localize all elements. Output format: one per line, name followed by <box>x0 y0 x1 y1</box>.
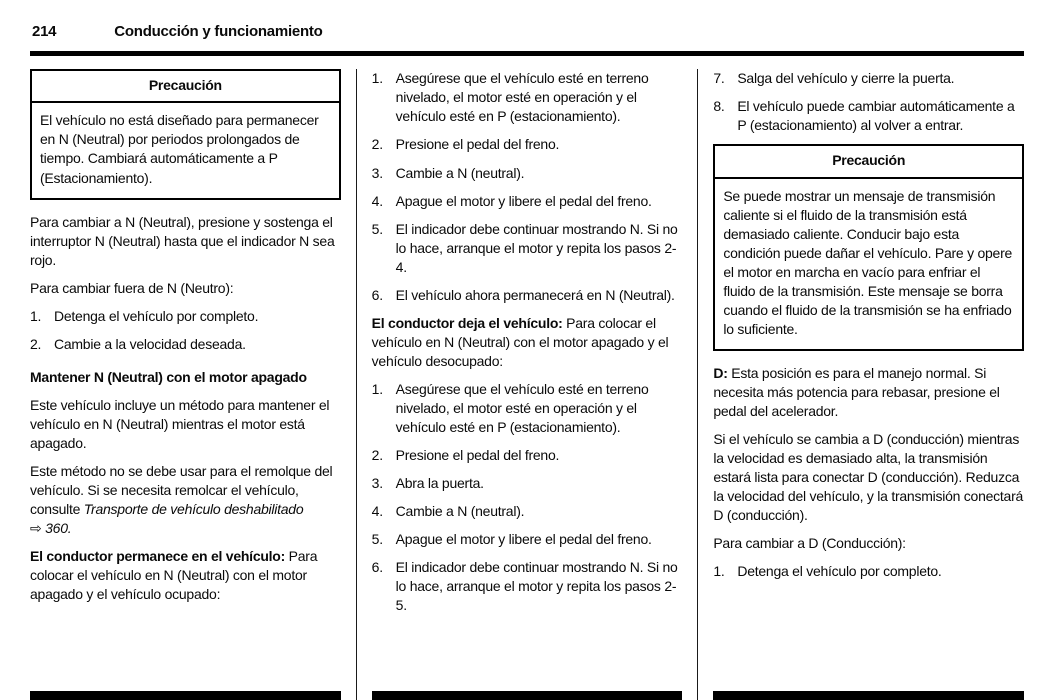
list-item <box>713 97 1024 135</box>
arrow-right-icon: ⇨ <box>30 519 42 536</box>
list-item <box>372 380 683 437</box>
list-item-number: 3. <box>371 474 383 491</box>
list-item-number: 1. <box>371 70 383 87</box>
column-divider <box>697 69 698 700</box>
list-item-number: 7. <box>713 70 725 87</box>
paragraph-drive-position <box>713 364 1024 421</box>
paragraph-text: Para colocar el vehículo en N (Neutral) con el motor apagado y el vehículo desocupado: <box>371 314 669 369</box>
list-item-number: 5. <box>371 530 383 547</box>
caution-box-transmission <box>713 144 1024 350</box>
list-item-text: Salga del vehículo y cierre la puerta. <box>737 70 955 87</box>
paragraph-shift-out-of-n: Para cambiar fuera de N (Neutro): <box>30 279 234 296</box>
list-item <box>30 335 341 354</box>
list-item-number: 1. <box>371 380 383 397</box>
list-item-text: Cambie a N (neutral). <box>395 164 525 181</box>
paragraph-method: Este vehículo incluye un método para mantener el vehículo en N (Neutral) mientras el motor está apagado. <box>30 396 330 451</box>
caution-body: El vehículo no está diseñado para permanecer en N (Neutral) por periodos prolongados de tiempo. Cambiará automáticamente a P (Estacionamiento). <box>40 112 319 186</box>
list-item <box>372 220 683 277</box>
list-item <box>372 192 683 211</box>
paragraph-text: Este método no se debe usar para el remolque del vehículo. Si se necesita remolcar el vehículo, consulte <box>30 462 333 517</box>
paragraph-text: Para colocar el vehículo en N (Neutral) con el motor apagado y el vehículo ocupado: <box>30 547 318 603</box>
list-item <box>372 446 683 465</box>
list-item-text: Abra la puerta. <box>395 474 484 491</box>
list-item-number: 1. <box>30 307 42 324</box>
paragraph-driver-stays <box>30 547 341 604</box>
column-right <box>713 69 1024 700</box>
list-item-number: 6. <box>371 286 383 303</box>
list-item-text: Apague el motor y libere el pedal del freno. <box>395 530 652 547</box>
list-item <box>713 69 1024 88</box>
paragraph-lead: El conductor deja el vehículo: <box>371 314 563 331</box>
list-item <box>372 69 683 126</box>
list-item-number: 8. <box>713 98 725 115</box>
list-item-number: 3. <box>371 164 383 181</box>
caution-title: Precaución <box>32 71 339 103</box>
list-item-number: 2. <box>371 446 383 463</box>
caution-body: Se puede mostrar un mensaje de transmisión caliente si el fluido de la transmisión está demasiado caliente. Conducir bajo esta condición puede dañar el vehículo. Pare y opere el motor en marcha en vacío para enfriar el fluido de la transmisión. Este mensaje se borra cuando el fluido de la transmisión se ha enfriado lo suficiente. <box>723 187 1013 337</box>
header-rule <box>30 51 1024 56</box>
list-item <box>713 562 1024 581</box>
list-item-text: El vehículo ahora permanecerá en N (Neutral). <box>395 286 675 303</box>
list-item <box>372 164 683 183</box>
chapter-title: Conducción y funcionamiento <box>114 23 323 40</box>
list-item-text: Detenga el vehículo por completo. <box>737 563 942 580</box>
paragraph-lead: D: <box>713 364 728 381</box>
list-item <box>372 530 683 549</box>
list-item-text: Apague el motor y libere el pedal del freno. <box>395 192 652 209</box>
caution-box-neutral <box>30 69 341 199</box>
caution-title: Precaución <box>715 146 1022 178</box>
list-item-text: Asegúrese que el vehículo esté en terreno nivelado, el motor esté en operación y el vehículo esté en P (estacionamiento). <box>395 70 649 125</box>
list-item <box>372 474 683 493</box>
cross-reference-title: Transporte de vehículo deshabilitado <box>83 500 304 517</box>
cropped-text-artifact <box>372 691 683 700</box>
cropped-text-artifact <box>30 691 341 700</box>
list-item-number: 5. <box>371 220 383 237</box>
list-item-text: Detenga el vehículo por completo. <box>54 307 259 324</box>
list-item-text: Presione el pedal del freno. <box>395 136 560 153</box>
list-item <box>372 502 683 521</box>
section-heading-keep-neutral: Mantener N (Neutral) con el motor apagado <box>30 368 307 385</box>
list-item-number: 1. <box>713 563 725 580</box>
list-item-number: 2. <box>371 136 383 153</box>
list-item-number: 2. <box>30 335 42 352</box>
column-divider <box>356 69 357 700</box>
list-item-text: El indicador debe continuar mostrando N. Si no lo hace, arranque el motor y repita los pasos 2-5. <box>395 559 678 614</box>
page-header <box>30 20 1024 51</box>
list-item <box>372 286 683 305</box>
list-item-text: Cambie a N (neutral). <box>395 502 525 519</box>
list-item-number: 4. <box>371 192 383 209</box>
list-item <box>372 135 683 154</box>
paragraph-text: Esta posición es para el manejo normal. Si necesita más potencia para rebasar, presione el pedal del acelerador. <box>713 364 1000 419</box>
paragraph-drive-speed: Si el vehículo se cambia a D (conducción) mientras la velocidad es demasiado alta, la transmisión estará lista para conectar D (conducción). Reduzca la velocidad del vehículo, y la transmisión conectará D (conducción). <box>713 430 1024 523</box>
cross-reference <box>30 520 71 536</box>
three-column-layout <box>30 69 1024 700</box>
list-item-text: Presione el pedal del freno. <box>395 446 560 463</box>
list-item-number: 6. <box>371 559 383 576</box>
list-item-text: Asegúrese que el vehículo esté en terreno nivelado, el motor esté en operación y el vehículo esté en P (estacionamiento). <box>395 380 649 435</box>
cross-reference-page: 360. <box>45 519 72 536</box>
list-item-text: Cambie a la velocidad deseada. <box>54 335 246 352</box>
paragraph-towing <box>30 462 341 538</box>
cropped-text-artifact <box>713 691 1024 700</box>
paragraph-driver-leaves <box>372 314 683 371</box>
list-item-text: El vehículo puede cambiar automáticamente a P (estacionamiento) al volver a entrar. <box>737 98 1015 134</box>
list-item-number: 4. <box>371 502 383 519</box>
list-item <box>30 307 341 326</box>
column-left <box>30 69 341 700</box>
list-item-text: El indicador debe continuar mostrando N. Si no lo hace, arranque el motor y repita los pasos 2-4. <box>395 220 678 275</box>
page-number: 214 <box>32 23 57 40</box>
paragraph-shift-to-d: Para cambiar a D (Conducción): <box>713 535 906 552</box>
column-center <box>372 69 683 700</box>
paragraph-lead: El conductor permanece en el vehículo: <box>30 547 286 564</box>
paragraph-shift-to-n: Para cambiar a N (Neutral), presione y sostenga el interruptor N (Neutral) hasta que el indicador N sea rojo. <box>30 213 335 268</box>
list-item <box>372 558 683 615</box>
